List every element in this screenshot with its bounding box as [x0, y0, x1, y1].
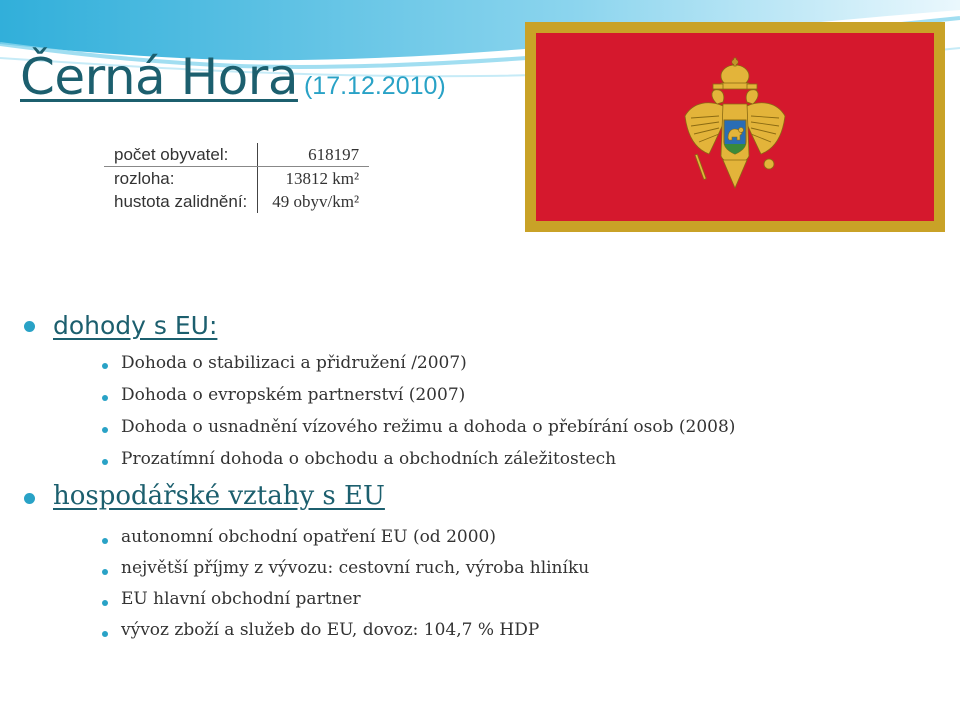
item-bullet: [102, 569, 108, 575]
montenegro-flag: [525, 22, 945, 232]
item-bullet: [102, 363, 108, 369]
stats-row: [104, 143, 369, 167]
page-title: Černá Hora: [20, 48, 298, 106]
section-heading-dohody: dohody s EU:: [53, 311, 218, 340]
montenegro-coat-of-arms-icon: [679, 56, 791, 201]
list-item: Dohoda o usnadnění vízového režimu a dohoda o přebírání osob (2008): [121, 417, 736, 437]
stats-value: 618197: [258, 143, 369, 167]
title: [20, 48, 446, 106]
item-bullet: [102, 459, 108, 465]
list-item: autonomní obchodní opatření EU (od 2000): [121, 527, 496, 547]
stats-row: [104, 190, 369, 213]
title-date: (17.12.2010): [303, 72, 446, 100]
stats-label: rozloha:: [104, 167, 258, 191]
item-bullet: [102, 538, 108, 544]
item-bullet: [102, 600, 108, 606]
section-bullet: [24, 493, 35, 504]
list-item: Prozatímní dohoda o obchodu a obchodních záležitostech: [121, 449, 617, 469]
stats-row: [104, 167, 369, 191]
stats-value: 49 obyv/km²: [272, 191, 360, 211]
flag-red-field: [536, 33, 934, 221]
section-heading-hospodarske: hospodářské vztahy s EU: [53, 481, 385, 511]
item-bullet: [102, 427, 108, 433]
list-item: vývoz zboží a služeb do EU, dovoz: 104,7 % HDP: [121, 620, 540, 640]
list-item: Dohoda o evropském partnerství (2007): [121, 385, 466, 405]
list-item: Dohoda o stabilizaci a přidružení /2007): [121, 353, 467, 373]
list-item: největší příjmy z vývozu: cestovní ruch, výroba hliníku: [121, 558, 590, 578]
item-bullet: [102, 631, 108, 637]
stats-label: hustota zalidnění:: [104, 190, 258, 213]
stats-table: [104, 143, 369, 213]
item-bullet: [102, 395, 108, 401]
list-item: EU hlavní obchodní partner: [121, 589, 361, 609]
section-bullet: [24, 321, 35, 332]
stats-label: počet obyvatel:: [104, 143, 258, 167]
stats-value: 13812 km²: [285, 168, 360, 188]
